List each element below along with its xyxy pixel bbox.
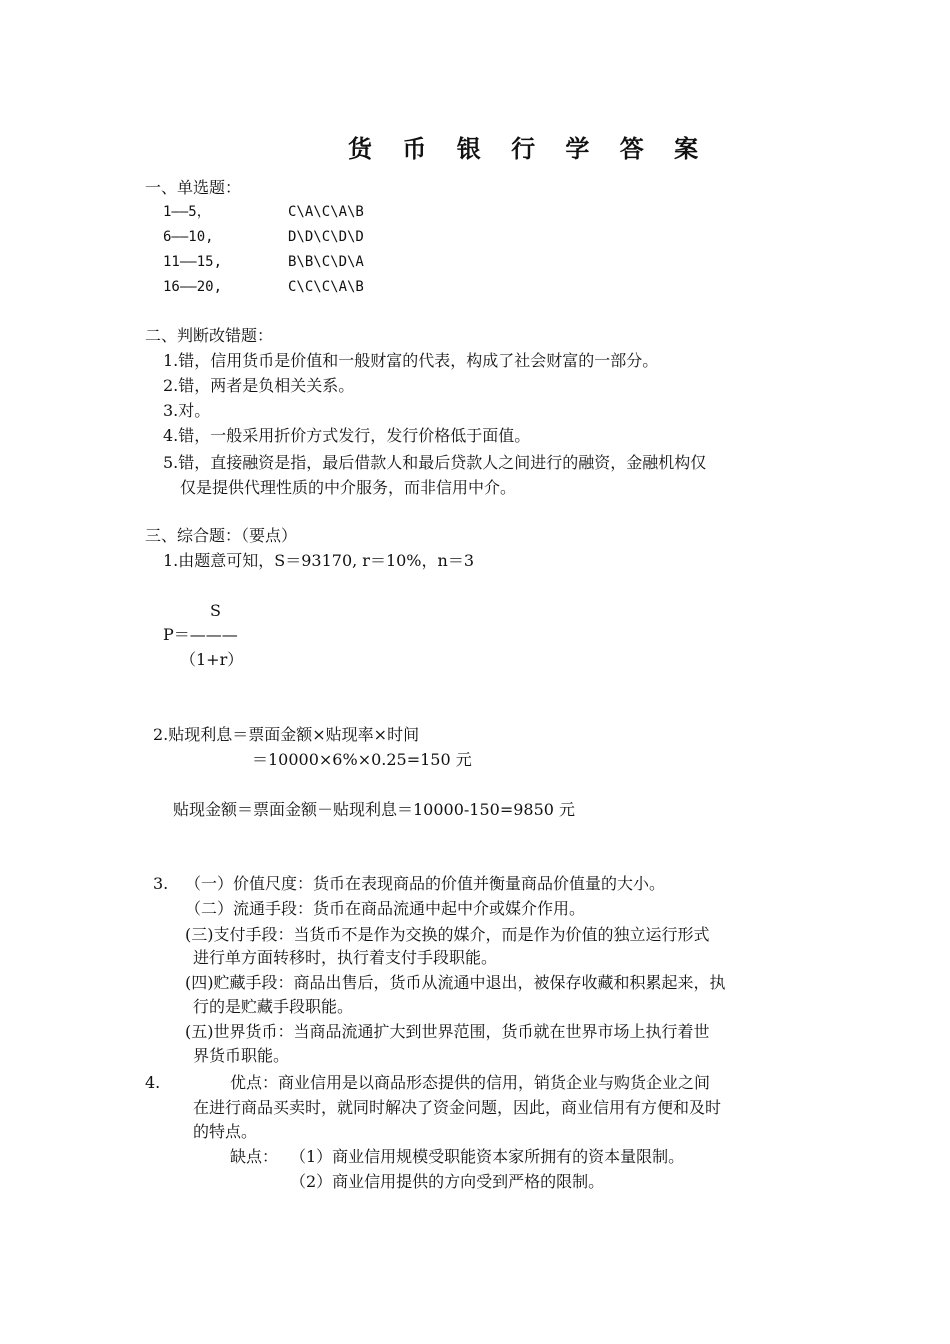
section-3-heading: 三、综合题：（要点） — [145, 526, 298, 545]
judgement-item-continuation: 仅是提供代理性质的中介服务，而非信用中介。 — [180, 478, 517, 497]
question-3-line: (五)世界货币：当商品流通扩大到世界范围，货币就在世界市场上执行着世 — [185, 1022, 710, 1041]
question-4-number: 4. — [145, 1073, 161, 1092]
question-4-cons-item: （1）商业信用规模受职能资本家所拥有的资本量限制。 — [290, 1147, 685, 1166]
formula-numerator: S — [210, 601, 221, 620]
question-2-line: 2.贴现利息＝票面金额×贴现率×时间 — [153, 725, 420, 744]
answer-keys: C\A\C\A\B — [288, 204, 364, 220]
question-2-line: 贴现金额＝票面金额－贴现利息＝10000-150=9850 元 — [173, 800, 576, 819]
formula-denominator: （1+r） — [180, 650, 244, 669]
question-4-pros-line: 的特点。 — [193, 1122, 258, 1141]
section-1-heading: 一、单选题： — [145, 178, 242, 197]
question-4-pros-line: 在进行商品买卖时，就同时解决了资金问题，因此，商业信用有方便和及时 — [193, 1098, 722, 1117]
question-3-line: （二）流通手段：货币在商品流通中起中介或媒介作用。 — [185, 899, 586, 918]
question-3-number: 3. — [153, 874, 169, 893]
formula-lhs: P＝——— — [163, 625, 238, 644]
question-3-line: (四)贮藏手段：商品出售后，货币从流通中退出，被保存收藏和积累起来，执 — [185, 973, 726, 992]
question-3-line: 进行单方面转移时，执行着支付手段职能。 — [193, 948, 498, 967]
question-1-text: 1.由题意可知，S＝93170, r＝10%，n＝3 — [163, 551, 474, 570]
question-4-cons-label: 缺点： — [230, 1147, 279, 1166]
question-3-line: (三)支付手段：当货币不是作为交换的媒介，而是作为价值的独立运行形式 — [185, 925, 710, 944]
answer-keys: B\B\C\D\A — [288, 254, 364, 270]
answer-range: 11——15, — [163, 254, 223, 270]
question-3-line: 界货币职能。 — [193, 1046, 290, 1065]
question-3-line: 行的是贮藏手段职能。 — [193, 997, 354, 1016]
judgement-item: 3.对。 — [163, 401, 211, 420]
question-4-cons-item: （2）商业信用提供的方向受到严格的限制。 — [290, 1172, 605, 1191]
judgement-item: 1.错，信用货币是价值和一般财富的代表，构成了社会财富的一部分。 — [163, 351, 659, 370]
answer-keys: D\D\C\D\D — [288, 229, 364, 245]
answer-range: 1——5， — [163, 204, 211, 220]
answer-range: 16——20, — [163, 279, 223, 295]
judgement-item: 4.错，一般采用折价方式发行，发行价格低于面值。 — [163, 426, 531, 445]
judgement-item: 5.错，直接融资是指，最后借款人和最后贷款人之间进行的融资，金融机构仅 — [163, 453, 707, 472]
judgement-item: 2.错，两者是负相关关系。 — [163, 376, 355, 395]
answer-range: 6——10, — [163, 229, 214, 245]
question-3-line: （一）价值尺度：货币在表现商品的价值并衡量商品价值量的大小。 — [185, 874, 666, 893]
question-2-line: ＝10000×6%×0.25=150 元 — [252, 750, 472, 769]
section-2-heading: 二、判断改错题： — [145, 326, 274, 345]
question-4-pros-line: 优点：商业信用是以商品形态提供的信用，销货企业与购货企业之间 — [230, 1073, 711, 1092]
page-title: 货 币 银 行 学 答 案 — [348, 134, 710, 163]
answer-keys: C\C\C\A\B — [288, 279, 364, 295]
